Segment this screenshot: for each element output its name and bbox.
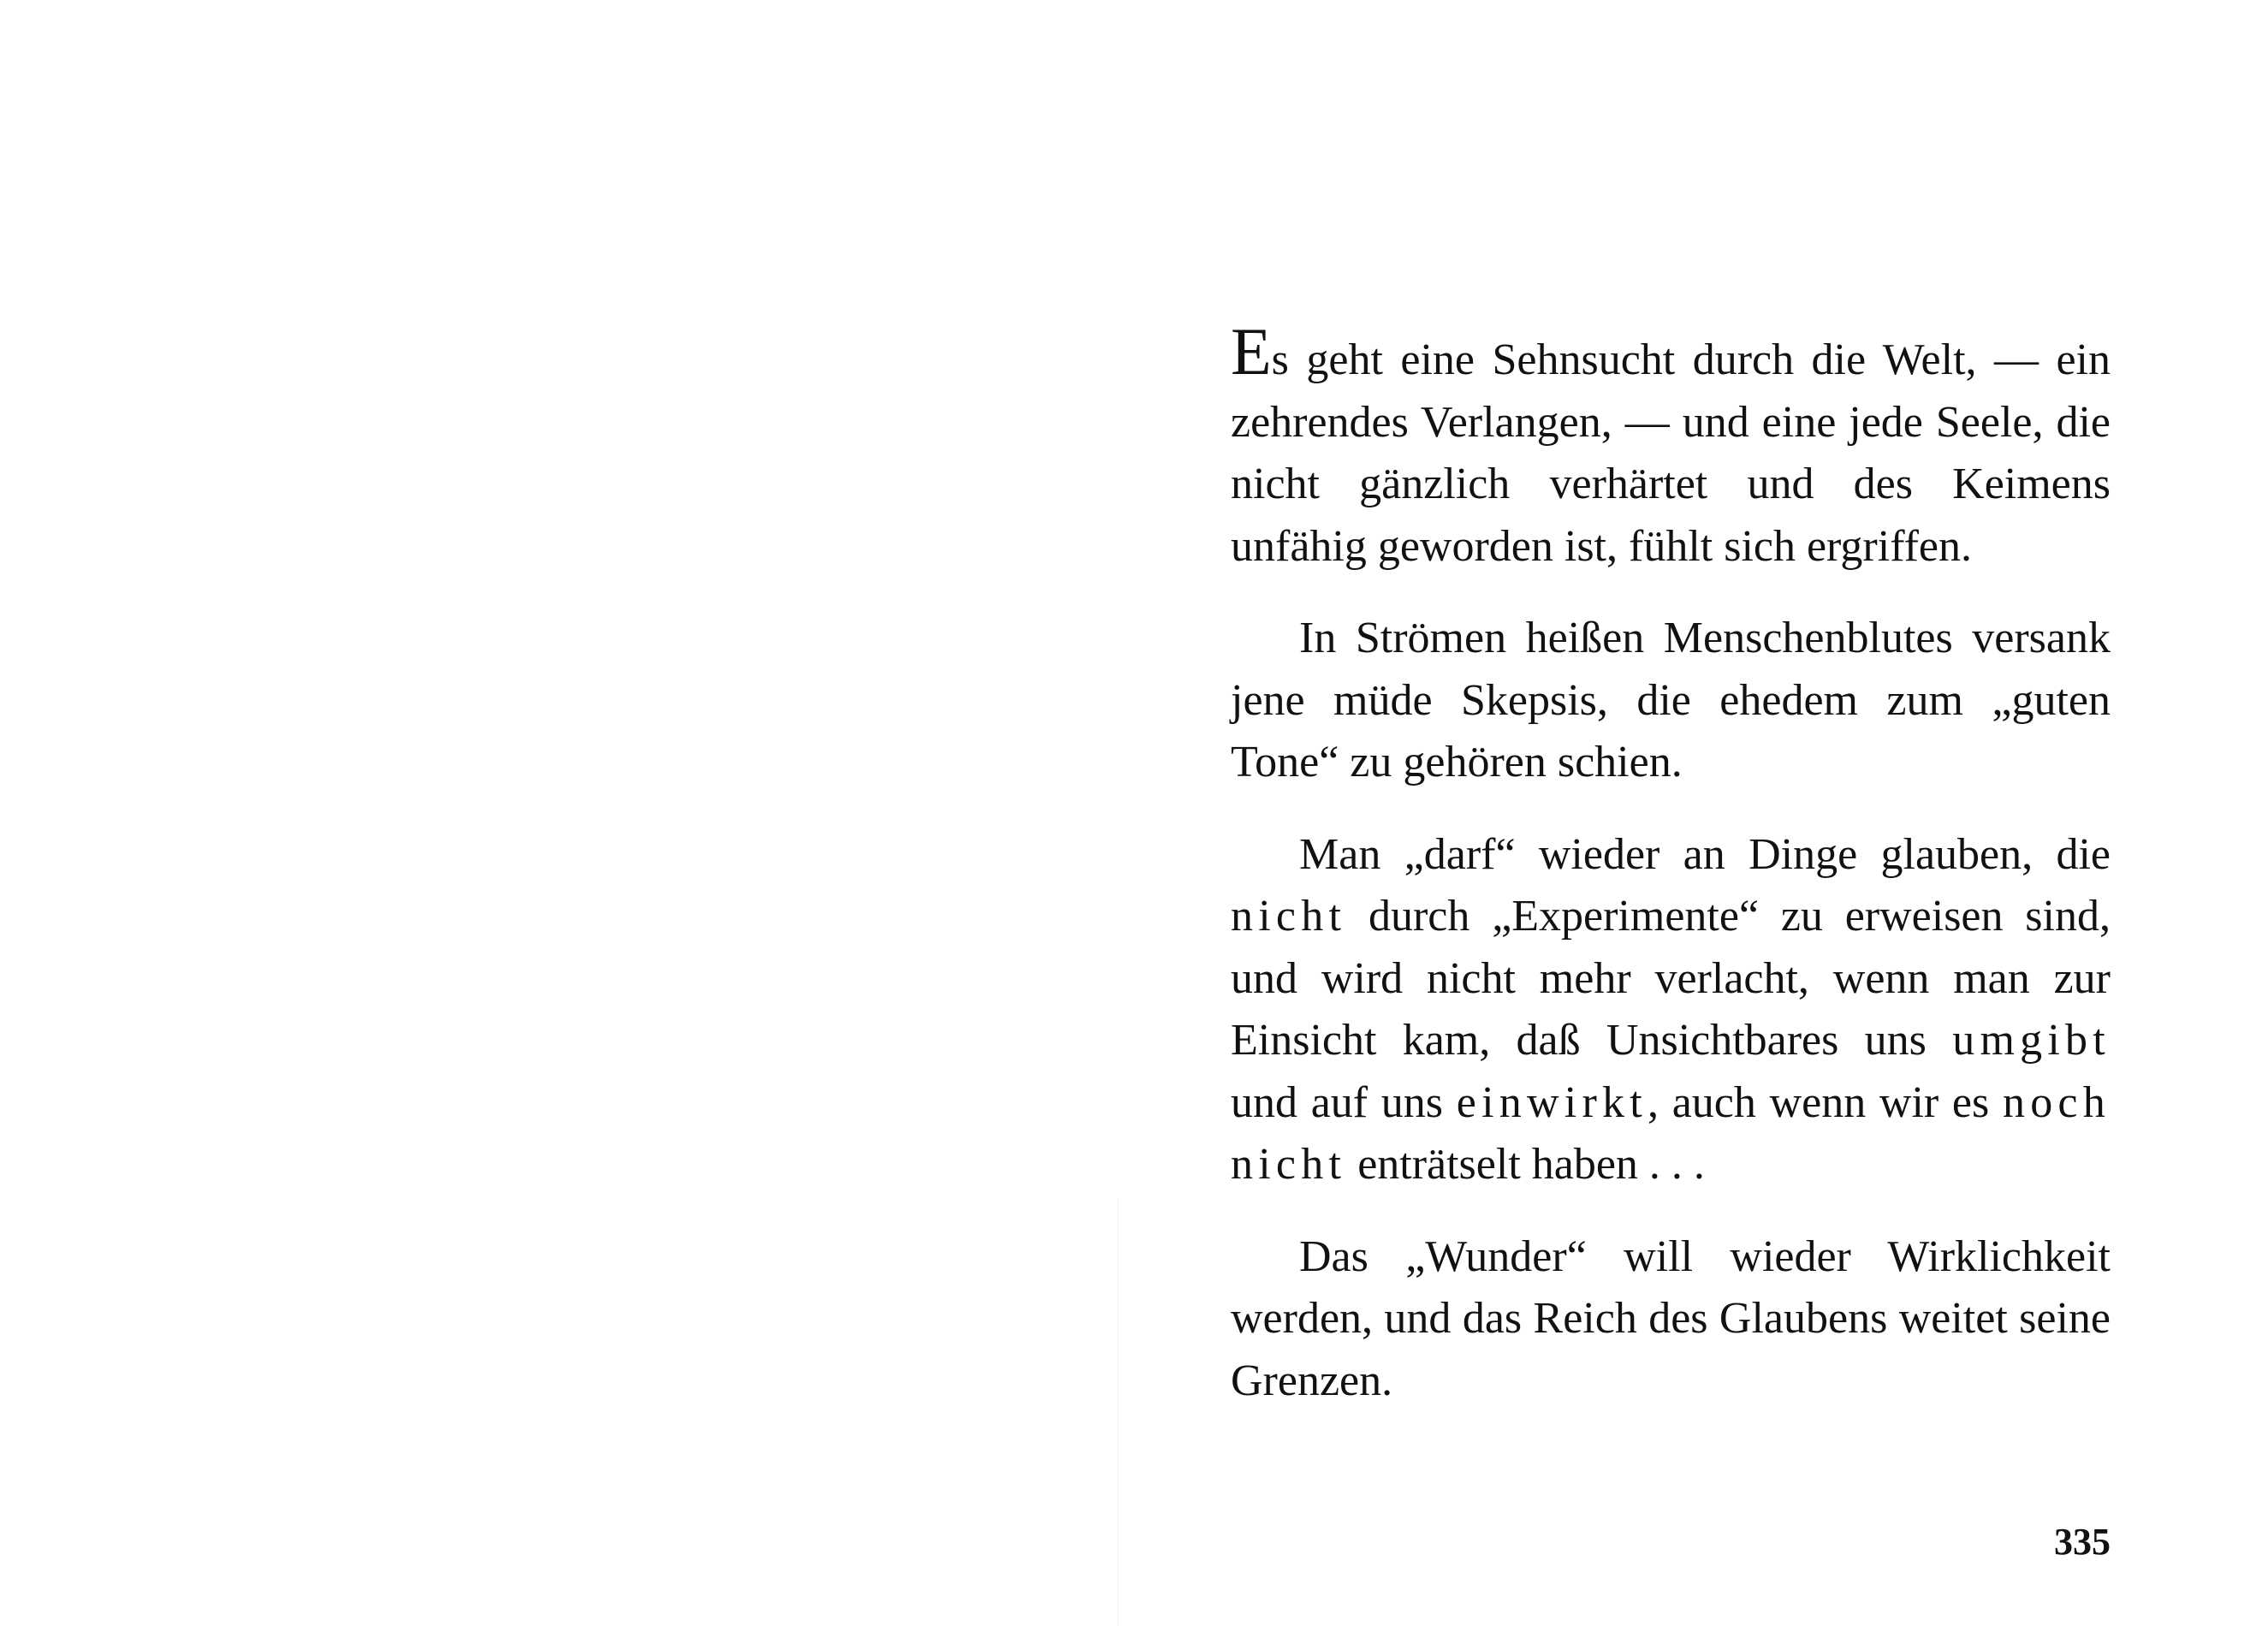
paragraph-3 xyxy=(1231,824,2111,1196)
emphasis-umgibt: umgibt xyxy=(1952,1016,2111,1065)
page-number: 335 xyxy=(2054,1521,2111,1563)
paragraph-2: In Strömen heißen Menschenblutes versank jene müde Skepsis, die ehedem zum „guten Tone“ zu gehören schien. xyxy=(1231,614,2111,786)
emphasis-noch-nicht: noch nicht xyxy=(1231,1077,2111,1189)
paragraph-4: Das „Wunder“ will wieder Wirklichkeit werden, und das Reich des Glaubens weitet seine Grenzen. xyxy=(1231,1231,2111,1405)
paragraph-3-text: Man „darf“ wieder an Dinge glauben, die xyxy=(1299,829,2111,879)
paragraph-3-text: , auch wenn wir es xyxy=(1647,1077,2003,1127)
paragraph-1 xyxy=(1231,314,2111,578)
paragraph-3-text: enträtselt haben . . . xyxy=(1346,1140,1705,1189)
emphasis-nicht: nicht xyxy=(1231,892,1347,941)
body-text xyxy=(1231,314,2111,1442)
emphasis-einwirkt: einwirkt xyxy=(1456,1077,1648,1127)
paragraph-3-text: durch „Experimente“ zu erweisen sind, und wird nicht mehr verlacht, wenn man zur Einsicht kam, daß Unsichtbares uns xyxy=(1231,892,2111,1065)
paragraph-1-text: s geht eine Sehnsucht durch die Welt, — ein zehrendes Verlangen, — und eine jede Seele, die nicht gänzlich verhärtet und des Keimens unfähig geworden ist, fühlt sich ergriffen. xyxy=(1231,335,2111,571)
initial-letter: E xyxy=(1231,314,1272,389)
page-gutter xyxy=(1118,1198,1119,1626)
paragraph-3-text: und auf uns xyxy=(1231,1077,1457,1127)
